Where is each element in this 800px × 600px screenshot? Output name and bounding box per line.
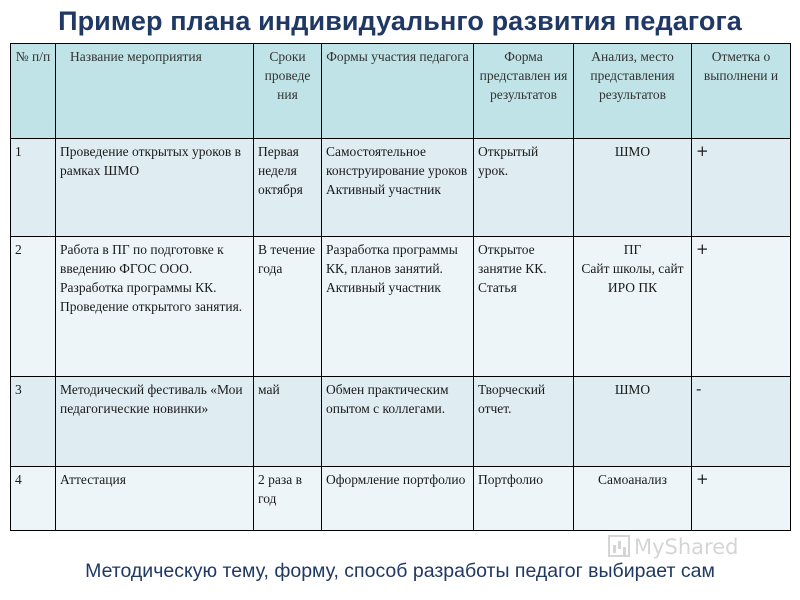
forms-line: Оформление портфолио	[326, 472, 466, 487]
row-analysis	[574, 377, 692, 467]
row-num: 4	[11, 467, 56, 531]
analysis-line: ПГ	[623, 242, 642, 257]
row-num: 2	[11, 237, 56, 377]
event-line: Разработка программы КК.	[60, 280, 217, 295]
row-term: В течение года	[254, 237, 322, 377]
row-event	[56, 139, 254, 237]
row-event	[56, 377, 254, 467]
row-analysis	[574, 139, 692, 237]
forms-line: Обмен практическим опытом с коллегами.	[326, 382, 449, 416]
page-title: Пример плана индивидуальнго развития педагога	[58, 6, 742, 36]
watermark-logo	[608, 535, 768, 561]
watermark-text: MyShared	[634, 535, 739, 559]
event-line: Проведение открытого занятия.	[60, 299, 243, 314]
row-forms	[322, 237, 474, 377]
row-term: 2 раза в год	[254, 467, 322, 531]
event-line: Методический фестиваль «Мои педагогические новинки»	[60, 382, 243, 416]
event-line: Проведение открытых уроков в рамках ШМО	[60, 144, 241, 178]
event-line: Аттестация	[60, 472, 126, 487]
development-plan-table	[10, 43, 791, 531]
row-presentation: Портфолио	[474, 467, 574, 531]
row-event	[56, 467, 254, 531]
header-event: Название мероприятия	[56, 44, 254, 139]
chart-icon	[608, 535, 630, 557]
table-row	[11, 467, 791, 531]
row-num: 3	[11, 377, 56, 467]
row-forms	[322, 467, 474, 531]
footer-note: Методическую тему, форму, способ разработы педагог выбирает сам	[85, 560, 715, 582]
header-term: Сроки проведе ния	[254, 44, 322, 139]
analysis-line: Самоанализ	[598, 472, 667, 487]
row-mark: +	[692, 237, 791, 377]
row-mark: +	[692, 139, 791, 237]
table-row	[11, 139, 791, 237]
row-mark: +	[692, 467, 791, 531]
row-forms	[322, 139, 474, 237]
header-forms: Формы участия педагога	[322, 44, 474, 139]
forms-line: Активный участник	[326, 182, 441, 197]
row-presentation: Творческий отчет.	[474, 377, 574, 467]
header-presentation: Форма представлен ия результатов	[474, 44, 574, 139]
header-num: № п/п	[11, 44, 56, 139]
forms-line: Разработка программы КК, планов занятий. Активный участник	[326, 242, 458, 295]
event-line: Работа в ПГ по подготовке к введению ФГОС ООО.	[60, 242, 224, 276]
row-forms	[322, 377, 474, 467]
row-mark: -	[692, 377, 791, 467]
analysis-line: ШМО	[614, 382, 651, 397]
header-analysis: Анализ, место представления результатов	[574, 44, 692, 139]
table-row	[11, 377, 791, 467]
analysis-line: ШМО	[614, 144, 651, 159]
table-row	[11, 237, 791, 377]
table-header-row	[11, 44, 791, 139]
analysis-line: Сайт школы, сайт ИРО ПК	[581, 261, 684, 295]
row-analysis	[574, 237, 692, 377]
row-term: Первая неделя октября	[254, 139, 322, 237]
row-presentation: Открытое занятие КК. Статья	[474, 237, 574, 377]
row-num: 1	[11, 139, 56, 237]
forms-line: Самостоятельное конструирование уроков	[326, 144, 468, 178]
header-mark: Отметка о выполнени и	[692, 44, 791, 139]
row-presentation: Открытый урок.	[474, 139, 574, 237]
row-term: май	[254, 377, 322, 467]
row-event	[56, 237, 254, 377]
row-analysis	[574, 467, 692, 531]
